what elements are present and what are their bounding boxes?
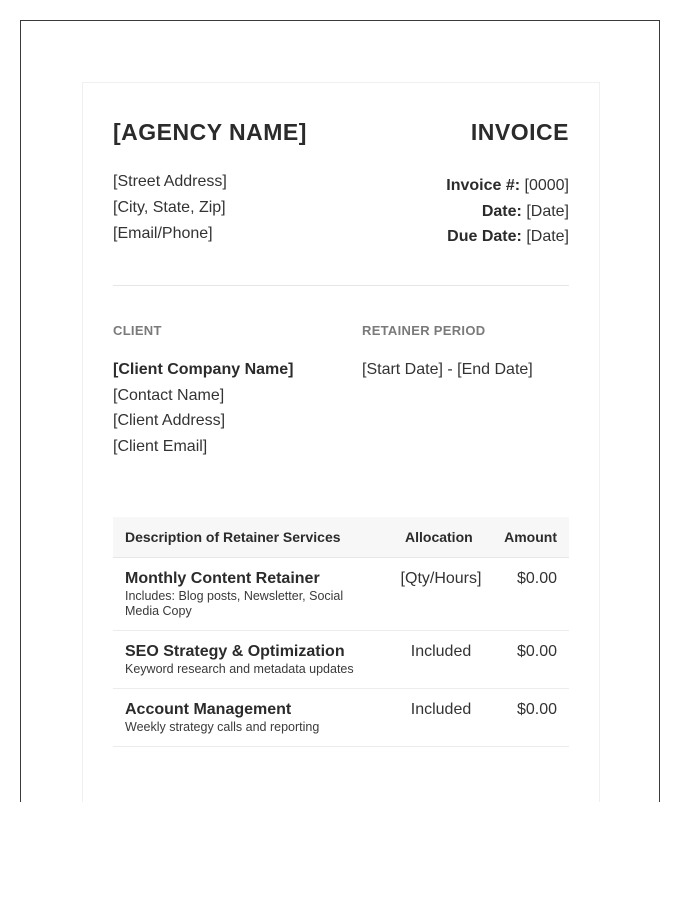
client-company-name: [Client Company Name] — [113, 361, 294, 378]
services-table-header — [113, 517, 569, 558]
invoice-number-line — [446, 173, 569, 199]
document-page — [20, 20, 660, 802]
client-contact-name: [Contact Name] — [113, 386, 225, 404]
invoice-date-value: [Date] — [526, 202, 569, 220]
invoice-title: INVOICE — [470, 119, 569, 145]
header-allocation: Allocation — [405, 529, 473, 545]
service-description: Includes: Blog posts, Newsletter, Social Media Copy — [125, 589, 344, 618]
service-allocation: [Qty/Hours] — [400, 570, 482, 587]
table-row — [113, 689, 569, 747]
invoice-date-label: Date: — [481, 202, 522, 220]
service-amount: $0.00 — [516, 643, 557, 660]
client-address: [Client Address] — [113, 412, 226, 430]
client-email: [Client Email] — [113, 438, 208, 456]
service-name: Monthly Content Retainer — [125, 570, 320, 587]
service-name: Account Management — [125, 701, 292, 718]
invoice-date-line — [446, 199, 569, 225]
invoice-number-value: [0000] — [524, 177, 569, 194]
agency-name: [AGENCY NAME] — [113, 119, 307, 145]
service-description: Keyword research and metadata updates — [125, 662, 354, 676]
table-row — [113, 558, 569, 631]
invoice-meta-block — [446, 173, 569, 250]
service-description: Weekly strategy calls and reporting — [125, 720, 320, 734]
header-divider — [113, 285, 569, 286]
header-description: Description of Retainer Services — [125, 529, 341, 545]
client-section-label: CLIENT — [113, 323, 162, 338]
agency-street: [Street Address] — [113, 173, 227, 190]
service-amount: $0.00 — [516, 701, 557, 718]
service-name: SEO Strategy & Optimization — [125, 643, 345, 660]
retainer-period-label: RETAINER PERIOD — [362, 323, 486, 338]
invoice-number-label: Invoice #: — [446, 177, 521, 194]
service-allocation: Included — [410, 701, 472, 718]
service-allocation: Included — [410, 643, 472, 660]
header-amount: Amount — [504, 529, 557, 545]
agency-city: [City, State, Zip] — [113, 199, 226, 216]
service-amount: $0.00 — [516, 570, 557, 587]
agency-address-block — [113, 169, 227, 247]
retainer-period-value: [Start Date] - [End Date] — [362, 361, 533, 378]
invoice-due-label: Due Date: — [447, 228, 522, 245]
agency-contact: [Email/Phone] — [113, 225, 213, 242]
invoice-due-line — [446, 224, 569, 250]
table-row — [113, 631, 569, 689]
invoice-due-value: [Date] — [526, 228, 569, 245]
invoice-sheet — [82, 82, 600, 802]
services-table — [113, 517, 569, 747]
client-details — [113, 357, 293, 460]
